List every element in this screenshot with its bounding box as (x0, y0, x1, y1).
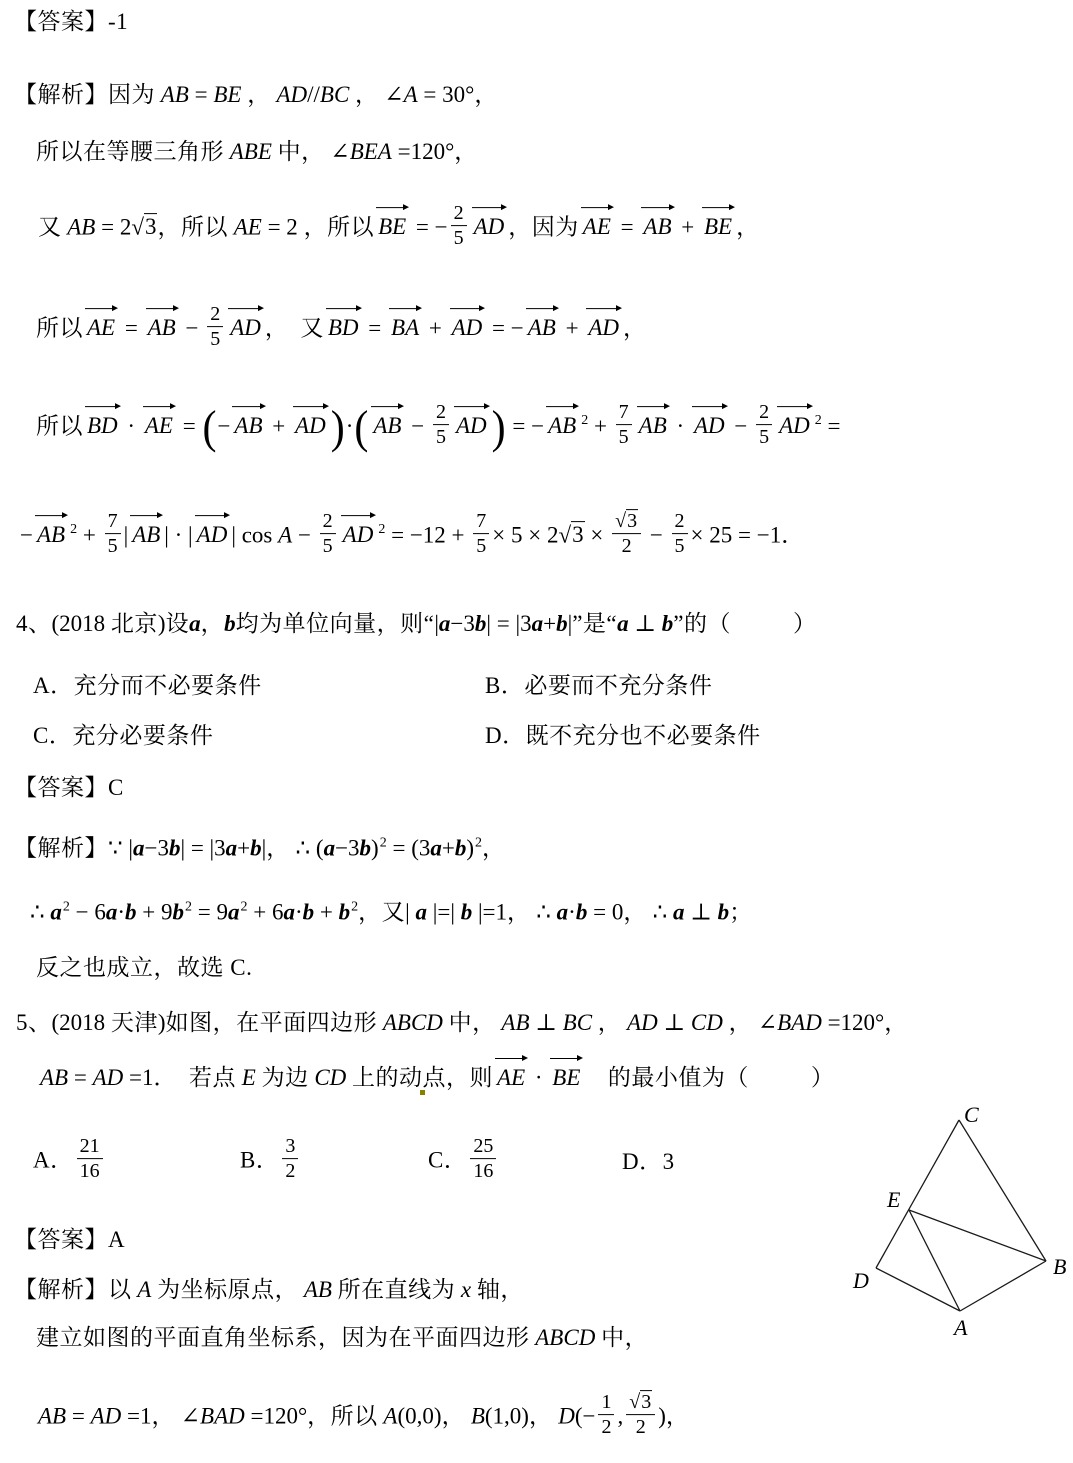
vector-with-arrow: AB (146, 311, 178, 345)
analysis-q3-line-3 (38, 202, 760, 253)
bold-vector-symbol: a (228, 899, 240, 925)
bold-vector-symbol: a (617, 611, 629, 636)
math-run: AE = 2 (233, 214, 304, 240)
superscript: 2 (379, 835, 387, 851)
vector-with-arrow: AB (641, 210, 673, 244)
bold-vector-symbol: a (531, 611, 544, 636)
math-run: ABE (229, 139, 272, 164)
text-run: B．必要而不充分条件 (485, 673, 713, 698)
math-run: | = |3 (486, 611, 532, 636)
text-run: A．充分而不必要条件 (33, 673, 262, 698)
math-run: = − (506, 413, 545, 439)
math-run: | · | (164, 522, 193, 548)
math-run: (2018 (51, 611, 111, 636)
math-run: + (543, 611, 557, 636)
bold-vector-symbol: b (125, 899, 137, 925)
math-run: + (423, 315, 448, 341)
math-run: ∠BEA =120° (324, 139, 455, 164)
text-run: 中， (601, 1325, 649, 1350)
text-run: D．既不充分也不必要条件 (485, 723, 761, 748)
vector-with-arrow: AD (586, 311, 621, 345)
superscript: 2 (475, 835, 483, 851)
math-run: A (137, 1277, 152, 1302)
vertex-label-d: D (853, 1268, 869, 1293)
text-run: ，又 (358, 899, 406, 925)
math-run: x (460, 1277, 472, 1302)
bold-vector-symbol: b (717, 899, 730, 925)
vector-with-arrow: BE (376, 210, 408, 244)
math-run: + (441, 835, 455, 861)
big-paren: ( (354, 402, 369, 454)
fraction: $\frac{1}{2}$ (598, 1391, 614, 1439)
edge-ab (960, 1261, 1046, 1311)
bold-vector-symbol: b (224, 611, 236, 636)
vertex-label-a: A (954, 1315, 968, 1340)
text-run: 所在直线为 (337, 1277, 456, 1302)
text-run: 【答案】A (14, 1227, 126, 1252)
text-run: 所以 (36, 315, 83, 341)
vector-with-arrow: AD (195, 518, 230, 552)
math-run: · (529, 1065, 549, 1090)
math-run: ∴ (646, 899, 673, 925)
text-run: ， (665, 1403, 690, 1429)
bold-vector-symbol: a (430, 835, 442, 861)
text-run: ， (482, 835, 506, 861)
radical: √3 (131, 214, 157, 240)
superscript: 2 (62, 899, 70, 915)
math-run: |=1 (472, 899, 508, 925)
math-run: ) (157, 611, 166, 636)
option-q4-a (33, 669, 262, 703)
bold-vector-symbol: a (438, 611, 451, 636)
text-run: ． 若点 (153, 1065, 236, 1090)
fraction: $\frac{2}{5}$ (433, 401, 449, 449)
math-run: = − (486, 315, 524, 341)
math-run: − (20, 522, 33, 548)
analysis-q5-line-3 (38, 1391, 690, 1442)
math-run: B(1,0) (470, 1403, 529, 1429)
bold-vector-symbol: a (556, 899, 569, 925)
vector-with-arrow: AB (35, 518, 67, 552)
answer-q5 (14, 1223, 125, 1257)
math-run: |=| (427, 899, 461, 925)
math-run: ⊥ (628, 611, 662, 636)
text-run: ． (781, 522, 805, 548)
math-run: ) (658, 1403, 666, 1429)
text-run: ， (441, 1403, 466, 1429)
math-run: = 0 (587, 899, 624, 925)
text-run: 为边 (261, 1065, 309, 1090)
analysis-q3-line-2 (36, 135, 478, 169)
fraction: $\frac{2}{5}$ (451, 202, 467, 250)
analysis-q3-line-6 (20, 510, 805, 561)
math-run: AB = 2 (67, 214, 132, 240)
stray-mark (420, 1090, 425, 1095)
fraction: $\frac{√3}{2}$ (612, 510, 641, 558)
superscript: 2 (378, 522, 386, 538)
text-run: ， (507, 899, 531, 925)
answer-q3 (14, 5, 128, 39)
fraction: $\frac{7}{5}$ (616, 401, 632, 449)
bold-vector-symbol: b (359, 835, 372, 861)
quadrilateral-abcd-figure (850, 1095, 1073, 1350)
math-run: + 9 (136, 899, 173, 925)
text-run: ， (200, 611, 225, 636)
superscript: 2 (240, 899, 248, 915)
question-5-stem-line-1 (16, 1006, 908, 1040)
vector-with-arrow: AB (130, 518, 162, 552)
vector-with-arrow: BD (85, 409, 120, 443)
math-run: × 25 = −1 (690, 522, 782, 548)
math-run: − (217, 413, 231, 439)
bold-vector-symbol: a (323, 835, 336, 861)
text-run: D．3 (622, 1149, 675, 1174)
math-run: − (728, 413, 754, 439)
question-4-stem (16, 607, 816, 641)
vector-with-arrow: AE (85, 311, 117, 345)
math-run: ∴ (30, 899, 51, 925)
fraction: $\frac{7}{5}$ (105, 510, 121, 558)
math-run: × 5 × 2 (492, 522, 559, 548)
text-run: ） (810, 1065, 835, 1090)
bold-vector-symbol: b (172, 899, 185, 925)
vector-with-arrow: BA (389, 311, 421, 345)
fraction: $\frac{2}{5}$ (207, 303, 223, 351)
edge-da (876, 1268, 960, 1311)
vector-with-arrow: AE (495, 1061, 527, 1095)
vector-with-arrow: AB (637, 409, 669, 443)
math-run: AB (303, 1277, 332, 1302)
bold-vector-symbol: b (454, 835, 467, 861)
math-run: = (176, 413, 202, 439)
math-run: + (237, 835, 251, 861)
vector-with-arrow: BE (702, 210, 734, 244)
text-run: ） (792, 611, 817, 636)
option-q5-b (240, 1135, 301, 1186)
math-run: E (241, 1065, 256, 1090)
vector-with-arrow: AB (232, 409, 264, 443)
math-run: ) (466, 835, 475, 861)
text-run: 又 (38, 214, 62, 240)
math-run: −3 (450, 611, 475, 636)
text-run: 设 (165, 611, 190, 636)
text-run: 【答案】-1 (14, 9, 129, 34)
math-run: · (121, 413, 141, 439)
bold-vector-symbol: b (460, 899, 473, 925)
text-run: 所以 (36, 413, 83, 439)
text-run: ，所以 (307, 1403, 378, 1429)
math-run: = (3 (386, 835, 431, 861)
text-run: C． (428, 1147, 468, 1173)
bold-vector-symbol: b (556, 611, 568, 636)
math-run: + (588, 413, 613, 439)
math-run: | cos A − (231, 522, 317, 548)
text-run: 【解析】以 (14, 1277, 132, 1302)
vector-with-arrow: AD (293, 409, 328, 443)
math-run: − (405, 413, 430, 439)
math-run: · (568, 899, 576, 925)
text-run: 所以在等腰三角形 (36, 139, 224, 164)
math-run: | (405, 899, 416, 925)
math-run: = (362, 315, 388, 341)
math-run: − 6 (69, 899, 106, 925)
analysis-q4-line-1 (14, 827, 506, 866)
text-run: ”的（ (673, 611, 731, 636)
fraction: $\frac{2}{5}$ (672, 510, 688, 558)
math-run: = (821, 413, 841, 439)
vertex-label-e: E (887, 1187, 901, 1212)
text-run: ， (884, 1010, 908, 1035)
vector-with-arrow: AE (143, 409, 175, 443)
math-run: · (295, 899, 303, 925)
edge-cb (959, 1120, 1046, 1261)
math-run: = −12 + (385, 522, 471, 548)
math-run: ) (157, 1010, 166, 1035)
text-run: ， (151, 1403, 175, 1429)
math-run: · (345, 413, 354, 439)
vertex-label-b: B (1053, 1254, 1067, 1279)
text-run: ，所以 (303, 214, 375, 240)
text-run: 建立如图的平面直角坐标系，因为在平面四边形 (36, 1325, 530, 1350)
math-run: = − (410, 214, 448, 240)
superscript: 2 (185, 899, 193, 915)
math-run: −3 (335, 835, 360, 861)
segment-ea (909, 1210, 960, 1311)
math-run: ) (371, 835, 379, 861)
math-run: ABCD (535, 1325, 596, 1350)
math-run: ⊥ (684, 899, 718, 925)
text-run: 天津 (110, 1010, 158, 1035)
vector-with-arrow: BD (326, 311, 361, 345)
analysis-q3-line-4 (36, 303, 647, 354)
vector-with-arrow: AD (341, 518, 376, 552)
text-run: ”是“ (572, 611, 618, 636)
vector-with-arrow: AD (692, 409, 727, 443)
bold-vector-symbol: a (225, 835, 238, 861)
text-run: 反之也成立，故选 C. (36, 955, 253, 980)
math-run: ∠BAD =120° (752, 1010, 885, 1035)
analysis-q4-line-2 (30, 891, 753, 930)
option-q5-d (622, 1145, 675, 1179)
math-run: + (559, 315, 585, 341)
text-run: ， (355, 82, 379, 107)
text-run: ， (597, 1010, 622, 1035)
text-run: C．充分必要条件 (33, 723, 214, 748)
fraction: $\frac{7}{5}$ (473, 510, 489, 558)
math-run: , (617, 1403, 624, 1429)
superscript: 2 (351, 899, 359, 915)
text-run: ，所以 (157, 214, 228, 240)
analysis-q3-line-5 (36, 401, 841, 454)
bold-vector-symbol: b (474, 611, 487, 636)
analysis-q4-line-3 (36, 951, 252, 985)
superscript: 2 (581, 413, 589, 429)
bold-vector-symbol: a (672, 899, 685, 925)
text-run: 4、 (16, 611, 52, 636)
text-run: 中， (277, 139, 325, 164)
text-run: ，因为 (508, 214, 579, 240)
text-run: ， 又 (264, 315, 324, 341)
math-run: = (614, 214, 640, 240)
bold-vector-symbol: a (133, 835, 145, 861)
bold-vector-symbol: b (168, 835, 181, 861)
vector-with-arrow: AD (228, 311, 263, 345)
analysis-q3-line-1 (14, 78, 498, 112)
text-run: 【解析】 (14, 835, 108, 861)
text-run: ， (247, 82, 271, 107)
vector-with-arrow: AD (777, 409, 812, 443)
math-run: ∵ | (108, 835, 133, 861)
math-run: | (123, 522, 129, 548)
vector-with-arrow: BE (550, 1061, 582, 1095)
text-run: 【解析】因为 (14, 82, 155, 107)
text-run: ， (528, 1403, 553, 1429)
vector-with-arrow: AD (454, 409, 489, 443)
text-run: 如图，在平面四边形 (165, 1010, 378, 1035)
bold-vector-symbol: b (661, 611, 674, 636)
fraction: $\frac{2}{5}$ (756, 401, 772, 449)
superscript: 2 (814, 413, 822, 429)
analysis-q5-line-2 (36, 1321, 648, 1355)
text-run: ； (729, 899, 753, 925)
math-run: = (119, 315, 144, 341)
analysis-q5-line-1 (14, 1273, 524, 1307)
text-run: ， (454, 139, 478, 164)
bold-vector-symbol: a (283, 899, 295, 925)
math-run: | (261, 835, 267, 861)
big-paren: ( (202, 402, 217, 454)
math-run: + 6 (247, 899, 284, 925)
bold-vector-symbol: a (50, 899, 62, 925)
question-5-stem-line-2 (40, 1061, 834, 1095)
text-run: ， (623, 315, 647, 341)
text-run: ， (623, 899, 647, 925)
text-run: 轴， (476, 1277, 524, 1302)
bold-vector-symbol: a (105, 899, 118, 925)
fraction: $\frac{3}{2}$ (282, 1135, 298, 1183)
math-run: ∴ (530, 899, 557, 925)
big-paren: ) (491, 402, 506, 454)
math-run: AD//BC (276, 82, 350, 107)
fraction: $\frac{25}{16}$ (470, 1135, 496, 1183)
math-run: −3 (144, 835, 169, 861)
math-run: = 9 (192, 899, 229, 925)
text-run: A． (33, 1147, 74, 1173)
text-run: ， (728, 1010, 753, 1035)
text-run: ， (474, 82, 498, 107)
option-q4-c (33, 719, 213, 753)
math-run: · (117, 899, 126, 925)
radical: √3 (558, 522, 584, 548)
option-q4-d (485, 719, 761, 753)
vector-with-arrow: AD (450, 311, 485, 345)
math-run: | = |3 (180, 835, 226, 861)
bold-vector-symbol: a (189, 611, 201, 636)
text-run: 北京 (110, 611, 158, 636)
text-run: 上的动点，则 (352, 1065, 494, 1090)
fraction: $\frac{21}{16}$ (77, 1135, 103, 1183)
math-run: | (567, 611, 573, 636)
math-run: (2018 (51, 1010, 111, 1035)
text-run: 为坐标原点， (157, 1277, 299, 1302)
bold-vector-symbol: a (415, 899, 428, 925)
vertex-label-c: C (964, 1102, 979, 1127)
math-run: − (179, 315, 205, 341)
vector-with-arrow: AE (581, 210, 613, 244)
bold-vector-symbol: b (250, 835, 262, 861)
math-run: ∠A = 30° (378, 82, 475, 107)
text-run: B． (240, 1147, 280, 1173)
math-run: − (644, 522, 669, 548)
text-run: 5、 (16, 1010, 52, 1035)
vector-with-arrow: AB (526, 311, 558, 345)
vector-with-arrow: AB (371, 409, 403, 443)
option-q5-c (428, 1135, 499, 1186)
math-run: · (670, 413, 690, 439)
text-run: ， (266, 835, 290, 861)
math-run: ∴ ( (289, 835, 324, 861)
text-run: 的最小值为（ (584, 1065, 749, 1090)
math-run: + (266, 413, 292, 439)
segment-eb (909, 1210, 1046, 1261)
math-run: A(0,0) (383, 1403, 442, 1429)
fraction: $\frac{√3}{2}$ (626, 1391, 655, 1439)
text-run: 均为单位向量，则“ (235, 611, 435, 636)
math-run: + (314, 899, 339, 925)
math-run: AB = BE (160, 82, 242, 107)
math-run: | (434, 611, 439, 636)
math-run: ∠BAD =120° (175, 1403, 308, 1429)
text-run: ， (736, 214, 760, 240)
math-run: D(− (558, 1403, 596, 1429)
option-q4-b (485, 669, 712, 703)
vector-with-arrow: AB (546, 409, 578, 443)
fraction: $\frac{2}{5}$ (320, 510, 336, 558)
math-run: AD ⊥ CD (627, 1010, 723, 1035)
math-run: AB ⊥ BC (501, 1010, 593, 1035)
vector-with-arrow: AD (472, 210, 507, 244)
math-run: × (584, 522, 610, 548)
bold-vector-symbol: b (338, 899, 351, 925)
text-run: 【答案】C (14, 775, 124, 800)
math-run: CD (314, 1065, 347, 1090)
superscript: 2 (70, 522, 78, 538)
math-run: ABCD (382, 1010, 443, 1035)
text-run: 中， (448, 1010, 496, 1035)
answer-q4 (14, 771, 124, 805)
bold-vector-symbol: b (302, 899, 315, 925)
bold-vector-symbol: b (575, 899, 588, 925)
math-run: + (77, 522, 102, 548)
option-q5-a (33, 1135, 106, 1186)
math-run: AB = AD =1 (38, 1403, 152, 1429)
big-paren: ) (330, 402, 345, 454)
math-run: AB = AD =1 (40, 1065, 154, 1090)
math-run: + (675, 214, 700, 240)
